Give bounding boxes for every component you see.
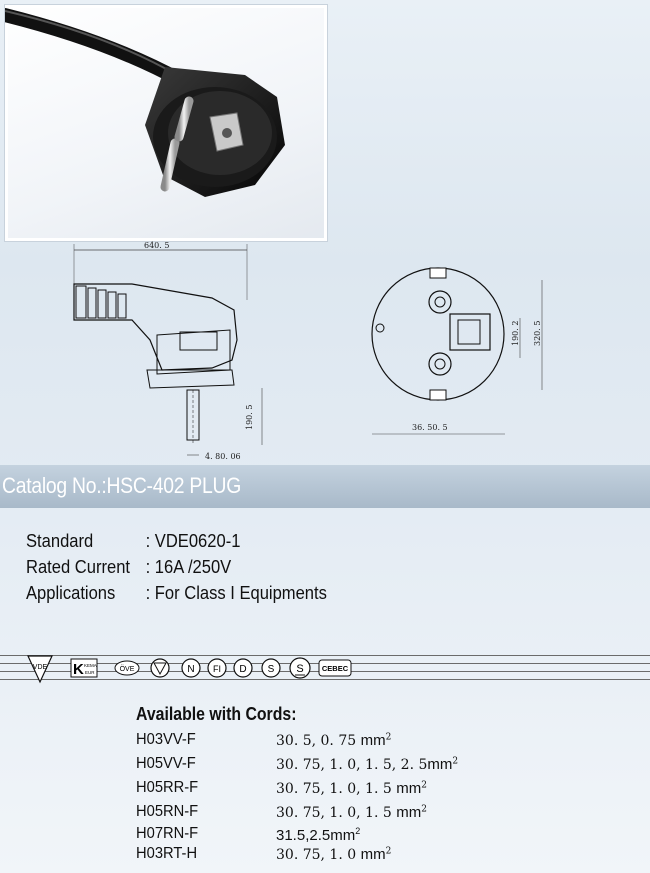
catalog-title: Catalog No.:HSC-402 PLUG (2, 473, 242, 498)
cord-spec: 30. 75, 1. 0, 1. 5 $mm^2$ (276, 780, 427, 797)
svg-text:KEMA: KEMA (84, 663, 97, 668)
keur-mark-icon (70, 657, 98, 679)
cord-type: H05RN-F (136, 803, 199, 820)
nemko-mark-icon (180, 657, 202, 679)
svg-text:VDE: VDE (32, 664, 48, 671)
svg-text:CEBEC: CEBEC (321, 664, 349, 673)
cord-row (136, 779, 536, 801)
spec-applications (26, 583, 327, 604)
cord-row (136, 803, 536, 825)
spec-value: : VDE0620-1 (145, 531, 241, 551)
dim-side-width: 640. 5 (144, 241, 170, 250)
svg-text:ÖVE: ÖVE (119, 666, 135, 673)
cord-type: H07RN-F (136, 825, 199, 842)
cord-type: H05RR-F (136, 779, 199, 796)
cords-title: Available with Cords: (136, 704, 297, 724)
cord-row (136, 845, 536, 867)
cord-row (136, 731, 536, 753)
spec-value: : 16A /250V (145, 557, 232, 577)
spec-value: : For Class I Equipments (145, 583, 327, 603)
cord-row (136, 825, 536, 847)
svg-text:N: N (187, 664, 195, 675)
svg-text:S: S (267, 664, 275, 675)
dim-front-outer: 320. 5 (533, 320, 542, 346)
svg-text:K: K (73, 661, 84, 678)
cord-type: H05VV-F (136, 755, 196, 772)
spec-label: Standard (26, 531, 94, 551)
side-view-drawing (62, 240, 282, 465)
dim-side-height: 190. 5 (245, 404, 254, 430)
cord-spec: 30. 75, 1. 0, 1. 5 $mm^2$ (276, 804, 427, 821)
cord-spec: 30. 75, 1. 0 $mm^2$ (276, 846, 392, 863)
spec-label: Rated Current (26, 557, 131, 577)
svg-text:S: S (296, 663, 304, 675)
dim-front-inner: 190. 2 (511, 320, 520, 346)
s-mark-icon (288, 656, 312, 680)
dim-pin-diameter: 4. 80. 06 (205, 452, 241, 461)
front-view-drawing (360, 258, 560, 440)
product-photo (4, 4, 328, 242)
svg-text:D: D (239, 664, 247, 675)
ove-mark-icon (114, 660, 140, 676)
spec-label: Applications (26, 583, 116, 603)
demko-mark-icon (232, 657, 254, 679)
strip-line (0, 655, 650, 656)
svg-text:EUR: EUR (85, 670, 95, 675)
fimko-mark-icon (206, 657, 228, 679)
certification-strip (0, 652, 650, 686)
cord-row (136, 755, 536, 777)
cebec-mark-icon (318, 657, 352, 679)
cord-type: H03RT-H (136, 845, 198, 862)
cord-type: H03VV-F (136, 731, 196, 748)
spec-rated-current (26, 557, 231, 578)
cord-spec: $31.5,2.5mm^2$ (276, 826, 361, 844)
vde-mark-icon (26, 652, 54, 686)
swiss-mark-icon (149, 657, 171, 679)
cord-spec: 30. 5, 0. 75 $mm^2$ (276, 732, 392, 749)
dim-front-width: 36. 50. 5 (412, 423, 448, 432)
strip-line (0, 679, 650, 680)
svg-text:FI: FI (213, 664, 221, 674)
semko-mark-icon (260, 657, 282, 679)
cord-spec: 30. 75, 1. 0, 1. 5, 2. $5mm^2$ (276, 756, 459, 773)
spec-standard (26, 531, 240, 552)
